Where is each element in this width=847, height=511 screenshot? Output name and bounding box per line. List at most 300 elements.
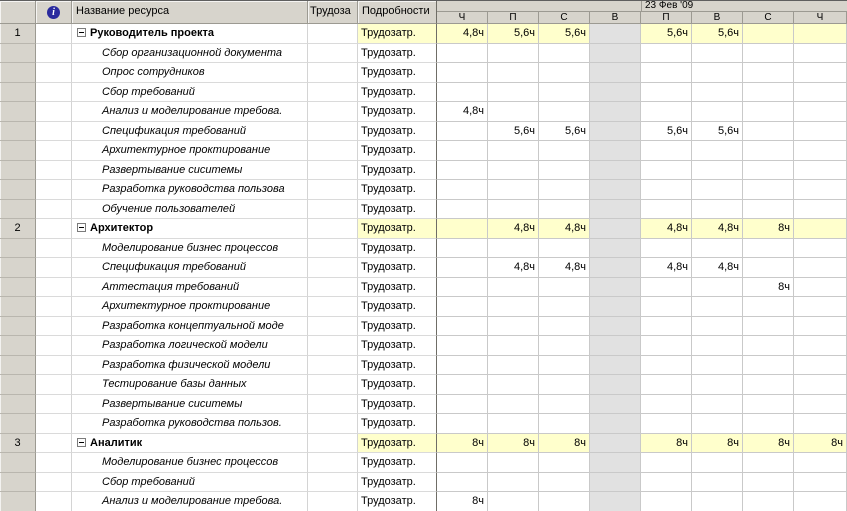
timephased-cell[interactable] xyxy=(743,239,794,259)
timephased-cell[interactable]: 5,6ч xyxy=(488,24,539,44)
timephased-cell[interactable] xyxy=(794,83,847,103)
timephased-cell[interactable] xyxy=(794,336,847,356)
timephased-cell[interactable] xyxy=(743,141,794,161)
work-cell[interactable] xyxy=(308,395,358,415)
info-cell[interactable] xyxy=(36,473,72,493)
timephased-cell[interactable] xyxy=(794,102,847,122)
assignment-name-cell[interactable] xyxy=(72,278,308,298)
info-cell[interactable] xyxy=(36,317,72,337)
timephased-cell[interactable] xyxy=(692,200,743,220)
timephased-cell[interactable] xyxy=(437,219,488,239)
assignment-name-cell[interactable] xyxy=(72,356,308,376)
timephased-cell[interactable] xyxy=(539,141,590,161)
timephased-cell[interactable] xyxy=(437,414,488,434)
timephased-cell[interactable] xyxy=(794,239,847,259)
timephased-cell[interactable] xyxy=(590,434,641,454)
timephased-cell[interactable] xyxy=(794,356,847,376)
timephased-cell[interactable] xyxy=(692,161,743,181)
timephased-cell[interactable] xyxy=(539,356,590,376)
work-cell[interactable] xyxy=(308,453,358,473)
timephased-cell[interactable] xyxy=(590,24,641,44)
details-cell[interactable]: Трудозатр. xyxy=(358,24,437,44)
timephased-cell[interactable] xyxy=(641,492,692,511)
info-cell[interactable] xyxy=(36,492,72,511)
assignment-name-cell[interactable] xyxy=(72,63,308,83)
timephased-cell[interactable]: 4,8ч xyxy=(641,258,692,278)
details-cell[interactable]: Трудозатр. xyxy=(358,141,437,161)
timephased-cell[interactable] xyxy=(590,102,641,122)
timephased-cell[interactable] xyxy=(641,102,692,122)
timephased-cell[interactable] xyxy=(488,473,539,493)
timephased-cell[interactable] xyxy=(641,161,692,181)
timephased-cell[interactable] xyxy=(692,44,743,64)
timephased-cell[interactable] xyxy=(488,336,539,356)
timephased-cell[interactable] xyxy=(590,414,641,434)
timephased-cell[interactable] xyxy=(794,317,847,337)
row-number-cell[interactable] xyxy=(0,492,36,511)
row-number-cell[interactable] xyxy=(0,63,36,83)
row-number-cell[interactable] xyxy=(0,375,36,395)
assignment-name-cell[interactable] xyxy=(72,200,308,220)
info-cell[interactable] xyxy=(36,434,72,454)
info-cell[interactable] xyxy=(36,297,72,317)
row-number-cell[interactable] xyxy=(0,395,36,415)
timephased-cell[interactable] xyxy=(692,239,743,259)
collapse-icon[interactable] xyxy=(77,28,86,37)
assignment-name-cell[interactable] xyxy=(72,414,308,434)
timephased-cell[interactable] xyxy=(539,102,590,122)
details-cell[interactable]: Трудозатр. xyxy=(358,317,437,337)
timephased-cell[interactable] xyxy=(641,473,692,493)
row-number-cell[interactable] xyxy=(0,141,36,161)
day-header[interactable]: П xyxy=(488,12,539,24)
timephased-cell[interactable] xyxy=(692,180,743,200)
row-number-cell[interactable] xyxy=(0,102,36,122)
timephased-cell[interactable] xyxy=(437,161,488,181)
timephased-cell[interactable] xyxy=(794,180,847,200)
timephased-cell[interactable] xyxy=(437,278,488,298)
timephased-cell[interactable] xyxy=(590,453,641,473)
timephased-cell[interactable] xyxy=(437,63,488,83)
timephased-cell[interactable] xyxy=(794,63,847,83)
timephased-cell[interactable]: 4,8ч xyxy=(692,258,743,278)
timephased-cell[interactable] xyxy=(692,102,743,122)
work-cell[interactable] xyxy=(308,375,358,395)
work-cell[interactable] xyxy=(308,278,358,298)
timephased-cell[interactable] xyxy=(794,258,847,278)
work-cell[interactable] xyxy=(308,200,358,220)
timephased-cell[interactable] xyxy=(590,200,641,220)
row-number-cell[interactable] xyxy=(0,414,36,434)
timephased-cell[interactable] xyxy=(692,141,743,161)
timephased-cell[interactable] xyxy=(590,122,641,142)
work-cell[interactable] xyxy=(308,180,358,200)
assignment-name-cell[interactable] xyxy=(72,297,308,317)
work-cell[interactable] xyxy=(308,83,358,103)
timephased-cell[interactable] xyxy=(743,356,794,376)
timephased-cell[interactable] xyxy=(488,297,539,317)
work-cell[interactable] xyxy=(308,356,358,376)
assignment-name-cell[interactable] xyxy=(72,492,308,511)
resource-name-cell[interactable] xyxy=(72,219,308,239)
timephased-cell[interactable] xyxy=(743,492,794,511)
timephased-cell[interactable] xyxy=(794,161,847,181)
work-cell[interactable] xyxy=(308,102,358,122)
row-number-cell[interactable] xyxy=(0,44,36,64)
work-cell[interactable] xyxy=(308,473,358,493)
timephased-cell[interactable] xyxy=(692,356,743,376)
timephased-cell[interactable] xyxy=(539,336,590,356)
info-cell[interactable] xyxy=(36,219,72,239)
timephased-cell[interactable] xyxy=(743,336,794,356)
resource-name-cell[interactable] xyxy=(72,24,308,44)
timephased-cell[interactable] xyxy=(488,278,539,298)
timephased-cell[interactable] xyxy=(794,375,847,395)
assignment-name-cell[interactable] xyxy=(72,122,308,142)
info-cell[interactable] xyxy=(36,453,72,473)
timephased-cell[interactable] xyxy=(437,122,488,142)
timephased-cell[interactable]: 8ч xyxy=(539,434,590,454)
info-cell[interactable] xyxy=(36,44,72,64)
work-cell[interactable] xyxy=(308,258,358,278)
assignment-name-cell[interactable] xyxy=(72,161,308,181)
assignment-name-cell[interactable] xyxy=(72,258,308,278)
timephased-cell[interactable]: 5,6ч xyxy=(539,122,590,142)
work-cell[interactable] xyxy=(308,44,358,64)
row-number-cell[interactable] xyxy=(0,200,36,220)
details-cell[interactable]: Трудозатр. xyxy=(358,395,437,415)
timephased-cell[interactable] xyxy=(590,63,641,83)
timephased-cell[interactable]: 4,8ч xyxy=(539,219,590,239)
timephased-cell[interactable] xyxy=(743,297,794,317)
timephased-cell[interactable] xyxy=(437,473,488,493)
timephased-cell[interactable] xyxy=(794,297,847,317)
timephased-cell[interactable] xyxy=(539,200,590,220)
timephased-cell[interactable] xyxy=(539,395,590,415)
timephased-cell[interactable] xyxy=(743,453,794,473)
row-number-cell[interactable]: 2 xyxy=(0,219,36,239)
info-cell[interactable] xyxy=(36,180,72,200)
timephased-cell[interactable] xyxy=(437,44,488,64)
work-cell[interactable] xyxy=(308,141,358,161)
timephased-cell[interactable] xyxy=(539,492,590,511)
details-cell[interactable]: Трудозатр. xyxy=(358,414,437,434)
timephased-cell[interactable]: 4,8ч xyxy=(641,219,692,239)
info-column-header[interactable] xyxy=(36,1,72,24)
info-cell[interactable] xyxy=(36,258,72,278)
timephased-cell[interactable] xyxy=(743,414,794,434)
timephased-cell[interactable] xyxy=(641,414,692,434)
details-cell[interactable]: Трудозатр. xyxy=(358,453,437,473)
timephased-cell[interactable]: 8ч xyxy=(641,434,692,454)
timephased-cell[interactable]: 4,8ч xyxy=(488,219,539,239)
work-cell[interactable] xyxy=(308,414,358,434)
timephased-cell[interactable] xyxy=(743,395,794,415)
assignment-name-cell[interactable] xyxy=(72,239,308,259)
row-number-cell[interactable] xyxy=(0,356,36,376)
details-header[interactable]: Подробности xyxy=(358,1,437,24)
timephased-cell[interactable] xyxy=(437,453,488,473)
details-cell[interactable]: Трудозатр. xyxy=(358,336,437,356)
timephased-cell[interactable] xyxy=(590,375,641,395)
timephased-cell[interactable] xyxy=(590,239,641,259)
row-number-cell[interactable]: 1 xyxy=(0,24,36,44)
timephased-cell[interactable] xyxy=(539,473,590,493)
timephased-cell[interactable] xyxy=(590,317,641,337)
timephased-cell[interactable] xyxy=(641,44,692,64)
timephased-cell[interactable] xyxy=(539,453,590,473)
timephased-cell[interactable] xyxy=(641,395,692,415)
timephased-cell[interactable] xyxy=(743,375,794,395)
timephased-cell[interactable]: 8ч xyxy=(743,278,794,298)
details-cell[interactable]: Трудозатр. xyxy=(358,492,437,511)
timephased-cell[interactable] xyxy=(488,102,539,122)
timephased-cell[interactable] xyxy=(488,317,539,337)
timephased-cell[interactable] xyxy=(794,141,847,161)
row-number-cell[interactable] xyxy=(0,83,36,103)
details-cell[interactable]: Трудозатр. xyxy=(358,356,437,376)
assignment-name-cell[interactable] xyxy=(72,141,308,161)
details-cell[interactable]: Трудозатр. xyxy=(358,239,437,259)
details-cell[interactable]: Трудозатр. xyxy=(358,122,437,142)
timephased-cell[interactable]: 4,8ч xyxy=(437,24,488,44)
timephased-cell[interactable] xyxy=(488,492,539,511)
resource-name-cell[interactable] xyxy=(72,434,308,454)
timephased-cell[interactable] xyxy=(488,180,539,200)
info-cell[interactable] xyxy=(36,395,72,415)
assignment-name-cell[interactable] xyxy=(72,317,308,337)
timephased-cell[interactable] xyxy=(794,24,847,44)
work-cell[interactable] xyxy=(308,24,358,44)
timephased-cell[interactable]: 5,6ч xyxy=(539,24,590,44)
timephased-cell[interactable] xyxy=(488,141,539,161)
timephased-cell[interactable]: 4,8ч xyxy=(692,219,743,239)
timephased-cell[interactable] xyxy=(641,375,692,395)
row-number-cell[interactable] xyxy=(0,239,36,259)
timephased-cell[interactable] xyxy=(641,200,692,220)
details-cell[interactable]: Трудозатр. xyxy=(358,44,437,64)
day-header[interactable]: С xyxy=(743,12,794,24)
timephased-cell[interactable] xyxy=(641,356,692,376)
day-header[interactable]: С xyxy=(539,12,590,24)
collapse-icon[interactable] xyxy=(77,223,86,232)
timephased-cell[interactable] xyxy=(488,453,539,473)
collapse-icon[interactable] xyxy=(77,438,86,447)
assignment-name-cell[interactable] xyxy=(72,473,308,493)
row-number-cell[interactable] xyxy=(0,180,36,200)
info-cell[interactable] xyxy=(36,63,72,83)
assignment-name-cell[interactable] xyxy=(72,44,308,64)
timephased-cell[interactable] xyxy=(692,492,743,511)
timephased-cell[interactable] xyxy=(437,83,488,103)
details-cell[interactable]: Трудозатр. xyxy=(358,63,437,83)
info-cell[interactable] xyxy=(36,161,72,181)
timephased-cell[interactable] xyxy=(692,336,743,356)
row-number-cell[interactable] xyxy=(0,453,36,473)
timephased-cell[interactable] xyxy=(590,180,641,200)
timephased-cell[interactable] xyxy=(539,44,590,64)
day-header[interactable]: Ч xyxy=(437,12,488,24)
timephased-cell[interactable] xyxy=(437,180,488,200)
timephased-cell[interactable]: 8ч xyxy=(437,492,488,511)
timephased-cell[interactable] xyxy=(488,83,539,103)
work-cell[interactable] xyxy=(308,161,358,181)
details-cell[interactable]: Трудозатр. xyxy=(358,434,437,454)
timephased-cell[interactable] xyxy=(590,473,641,493)
timephased-cell[interactable] xyxy=(437,239,488,259)
timephased-cell[interactable]: 8ч xyxy=(692,434,743,454)
day-header[interactable]: В xyxy=(590,12,641,24)
timephased-cell[interactable] xyxy=(794,395,847,415)
timephased-cell[interactable]: 4,8ч xyxy=(437,102,488,122)
timephased-cell[interactable] xyxy=(437,258,488,278)
info-cell[interactable] xyxy=(36,375,72,395)
timephased-cell[interactable] xyxy=(641,336,692,356)
timephased-cell[interactable] xyxy=(590,258,641,278)
row-number-cell[interactable] xyxy=(0,473,36,493)
timephased-cell[interactable] xyxy=(539,180,590,200)
details-cell[interactable]: Трудозатр. xyxy=(358,258,437,278)
timephased-cell[interactable] xyxy=(641,317,692,337)
timephased-cell[interactable] xyxy=(794,414,847,434)
work-header[interactable]: Трудоза xyxy=(308,1,358,24)
timephased-cell[interactable] xyxy=(488,161,539,181)
info-cell[interactable] xyxy=(36,278,72,298)
timephased-cell[interactable] xyxy=(488,375,539,395)
timephased-cell[interactable]: 8ч xyxy=(437,434,488,454)
timephased-cell[interactable] xyxy=(488,200,539,220)
timephased-cell[interactable] xyxy=(794,200,847,220)
timephased-cell[interactable] xyxy=(539,239,590,259)
timephased-cell[interactable] xyxy=(794,473,847,493)
timephased-cell[interactable] xyxy=(794,122,847,142)
assignment-name-cell[interactable] xyxy=(72,453,308,473)
row-number-cell[interactable] xyxy=(0,258,36,278)
work-cell[interactable] xyxy=(308,63,358,83)
timephased-cell[interactable] xyxy=(692,395,743,415)
timephased-cell[interactable] xyxy=(539,414,590,434)
timephased-cell[interactable] xyxy=(437,375,488,395)
timephased-cell[interactable] xyxy=(794,278,847,298)
details-cell[interactable]: Трудозатр. xyxy=(358,375,437,395)
timephased-cell[interactable]: 5,6ч xyxy=(488,122,539,142)
timephased-cell[interactable]: 5,6ч xyxy=(692,122,743,142)
timephased-cell[interactable] xyxy=(641,453,692,473)
assignment-name-cell[interactable] xyxy=(72,180,308,200)
timephased-cell[interactable] xyxy=(539,278,590,298)
timephased-cell[interactable] xyxy=(692,83,743,103)
timephased-cell[interactable] xyxy=(692,317,743,337)
info-cell[interactable] xyxy=(36,122,72,142)
timephased-cell[interactable] xyxy=(539,63,590,83)
timephased-cell[interactable] xyxy=(692,375,743,395)
timephased-cell[interactable] xyxy=(743,24,794,44)
details-cell[interactable]: Трудозатр. xyxy=(358,102,437,122)
timephased-cell[interactable]: 5,6ч xyxy=(641,122,692,142)
timephased-cell[interactable] xyxy=(692,63,743,83)
timephased-cell[interactable] xyxy=(437,141,488,161)
timephased-cell[interactable] xyxy=(488,239,539,259)
timephased-cell[interactable] xyxy=(743,44,794,64)
timephased-cell[interactable] xyxy=(794,492,847,511)
assignment-name-cell[interactable] xyxy=(72,336,308,356)
row-number-cell[interactable] xyxy=(0,278,36,298)
work-cell[interactable] xyxy=(308,122,358,142)
work-cell[interactable] xyxy=(308,297,358,317)
timephased-cell[interactable] xyxy=(590,356,641,376)
timephased-cell[interactable]: 8ч xyxy=(794,434,847,454)
details-cell[interactable]: Трудозатр. xyxy=(358,219,437,239)
timephased-cell[interactable] xyxy=(488,395,539,415)
assignment-name-cell[interactable] xyxy=(72,83,308,103)
info-cell[interactable] xyxy=(36,200,72,220)
timephased-cell[interactable] xyxy=(794,219,847,239)
timephased-cell[interactable] xyxy=(590,395,641,415)
timephased-cell[interactable] xyxy=(590,44,641,64)
row-number-header[interactable] xyxy=(0,1,36,24)
timephased-cell[interactable] xyxy=(692,453,743,473)
timephased-cell[interactable] xyxy=(437,200,488,220)
timephased-cell[interactable] xyxy=(488,44,539,64)
timephased-cell[interactable] xyxy=(539,161,590,181)
timephased-cell[interactable] xyxy=(590,336,641,356)
assignment-name-cell[interactable] xyxy=(72,395,308,415)
details-cell[interactable]: Трудозатр. xyxy=(358,180,437,200)
timephased-cell[interactable] xyxy=(743,83,794,103)
timephased-cell[interactable] xyxy=(641,239,692,259)
details-cell[interactable]: Трудозатр. xyxy=(358,278,437,298)
info-cell[interactable] xyxy=(36,239,72,259)
details-cell[interactable]: Трудозатр. xyxy=(358,200,437,220)
day-header[interactable]: В xyxy=(692,12,743,24)
resource-name-header[interactable]: Название ресурса xyxy=(72,1,308,24)
day-header[interactable]: П xyxy=(641,12,692,24)
info-cell[interactable] xyxy=(36,102,72,122)
work-cell[interactable] xyxy=(308,336,358,356)
timephased-cell[interactable] xyxy=(641,297,692,317)
timephased-cell[interactable] xyxy=(437,336,488,356)
timephased-cell[interactable] xyxy=(539,375,590,395)
timescale-major-tier[interactable] xyxy=(437,1,847,12)
timephased-cell[interactable] xyxy=(488,356,539,376)
timephased-cell[interactable] xyxy=(590,297,641,317)
work-cell[interactable] xyxy=(308,219,358,239)
timephased-cell[interactable]: 5,6ч xyxy=(641,24,692,44)
info-cell[interactable] xyxy=(36,141,72,161)
row-number-cell[interactable] xyxy=(0,297,36,317)
info-cell[interactable] xyxy=(36,356,72,376)
timephased-cell[interactable] xyxy=(641,63,692,83)
timephased-cell[interactable] xyxy=(488,63,539,83)
timephased-cell[interactable] xyxy=(590,278,641,298)
details-cell[interactable]: Трудозатр. xyxy=(358,297,437,317)
info-cell[interactable] xyxy=(36,24,72,44)
timephased-cell[interactable] xyxy=(641,180,692,200)
timephased-cell[interactable] xyxy=(437,297,488,317)
timephased-cell[interactable] xyxy=(743,317,794,337)
timephased-cell[interactable] xyxy=(743,258,794,278)
details-cell[interactable]: Трудозатр. xyxy=(358,83,437,103)
timephased-cell[interactable]: 8ч xyxy=(488,434,539,454)
row-number-cell[interactable] xyxy=(0,336,36,356)
day-header[interactable]: Ч xyxy=(794,12,847,24)
details-cell[interactable]: Трудозатр. xyxy=(358,161,437,181)
row-number-cell[interactable] xyxy=(0,317,36,337)
timephased-cell[interactable] xyxy=(743,200,794,220)
timephased-cell[interactable] xyxy=(692,473,743,493)
timephased-cell[interactable] xyxy=(590,141,641,161)
timephased-cell[interactable] xyxy=(641,141,692,161)
